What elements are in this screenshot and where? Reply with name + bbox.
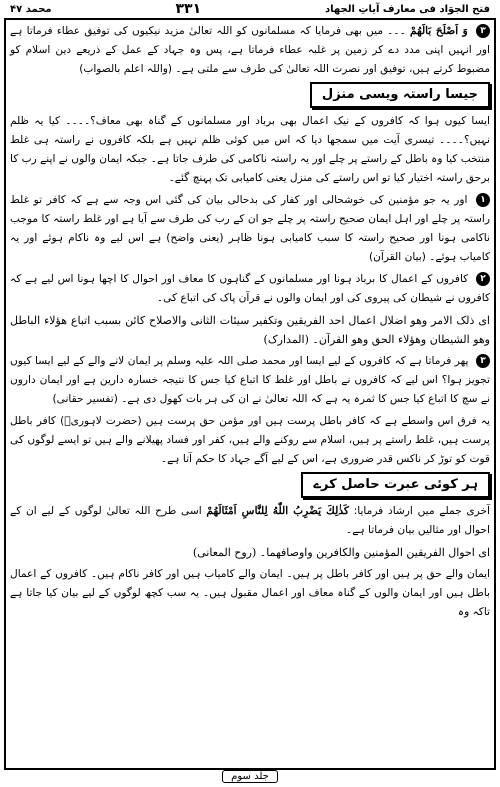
arabic-quote-1: ای ذلک الامر وھو اضلال اعمال احد الفریقین وتکفیر سیئات الثانی والاصلاح کائن بسبب اتباع ھؤلاء الباطل وھو الشیطان وھؤلاء الحق وھو القرآن۔ (المدارک) <box>10 314 490 346</box>
section-heading: ہر کوئی عبرت حاصل کرے <box>301 472 490 498</box>
item-number-badge: ۳ <box>476 24 490 38</box>
numbered-item-2 <box>10 270 490 308</box>
item-text: کافروں کے اعمال کا برباد ہونا اور مسلمانوں کے گناہوں کا معاف اور احوال کا اچھا ہونا اس لیے ہے کہ کافروں نے شیطان کی پیروی کی اور ایمان والوں نے قرآن پاک کی اتباع کی۔ <box>10 273 490 304</box>
intro-paragraph <box>10 22 490 79</box>
paragraph-4: ایمان والے حق پر ہیں اور کافر باطل پر ہیں۔ ایمان والے کامیاب ہیں اور کافر ناکام ہیں۔ کافروں کے اعمال باطل ہیں اور ایمان والوں کے گناہ معاف اور اعمال مقبول ہیں۔ یہ سب کچھ لوگوں کے لیے بیان کیا جاتا ہے تاکہ وہ <box>10 568 490 618</box>
paragraph-2: یہ فرق اس واسطے ہے کہ کافر باطل پرست ہیں اور مؤمن حق پرست ہیں (حضرت لاہوریؒ) کافر باطل پرست ہیں، غلط راستے پر ہیں، اسلام سے روکنے والے ہیں، کفر اور فساد پھیلانے والے ہیں تو ایسے لوگوں کی قوت کو توڑ کر ناکس قدر ضروری ہے، اس کے لیے آگے جہاد کا حکم آتا ہے۔ <box>10 415 490 465</box>
item-text: اور یہ جو مؤمنین کی خوشحالی اور کفار کی بدحالی بیان کی گئی اس وجہ سے ہے کہ کافر تو غلط راستہ پر چلے اور اہل ایمان صحیح راستہ پر چلے جو ان کے رب کی طرف سے آیا ہے اور غلط راستہ کا موجب ناکامی ہونا اور صحیح راستہ کا سبب کامیابی ہونا ظاہر (یعنی واضح) ہے اس لیے وہ ناکام ہوئے اور یہ کامیاب ہوئے۔ (بیان القرآن) <box>10 194 490 263</box>
intro-text: ۔۔۔ میں بھی فرمایا کہ مسلمانوں کو اللہ تعالیٰ مزید نیکیوں کی توفیق عطاء فرماتا ہے اور انہیں اپنی مدد دے کر زمین پر غلبہ عطاء فرماتا ہے، پس وہ جہاد کے عمل کے ذریعے دین اسلام کو مضبوط کرتے ہیں، توفیق اور نصرت اللہ تعالیٰ کی طرف سے ملتی ہے۔ (واللہ اعلم بالصواب) <box>10 25 490 75</box>
item-number-badge: ۱ <box>476 193 490 207</box>
heading-box-2 <box>10 472 490 498</box>
paragraph-3 <box>10 502 490 540</box>
page-number: ۳۳۱ <box>175 1 202 17</box>
item-number-badge: ۲ <box>476 272 490 286</box>
numbered-item-1 <box>10 191 490 267</box>
paragraph-text: اسی طرح اللہ تعالیٰ لوگوں کے لیے ان کے احوال اور مثالیں بیان فرماتا ہے۔ <box>10 505 490 536</box>
lead-text: آخری جملے میں ارشاد فرمایا: <box>353 505 490 517</box>
paragraph-1: ایسا کیوں ہوا کہ کافروں کے نیک اعمال بھی برباد اور مسلمانوں کے گناہ بھی معاف؟۔۔۔۔ کیا یہ ظلم نہیں؟۔۔۔۔ تیسری آیت میں سمجھا دیا کہ اس میں کوئی ظلم نہیں ہے بلکہ کافروں نے راستہ ہی غلط منتخب کیا وہ باطل کے راستے پر چلے اور یہ راستہ ناکامی کی طرف جاتا ہے۔ جبکہ ایمان والوں نے اپنے رب کا برحق راستہ اختیار کیا تو اس راستے کی منزل یعنی کامیابی تک پہنچ گئے۔ <box>10 115 490 184</box>
surah-name: محمد ۴۷ <box>10 3 52 15</box>
quran-verse: كَذٰلِكَ يَضْرِبُ اللّٰهُ لِلنَّاسِ اَمْثَالَهُمْ <box>206 505 349 517</box>
item-text: پھر فرماتا ہے کہ کافروں کے لیے ایسا اور محمد صلی اللہ علیہ وسلم پر ایمان لانے والے کے لیے ایسا کیوں تجویز ہوا؟ اس لیے کہ کافروں نے باطل اور غلط کا اتباع کیا جس کا نتیجہ خسارہ دارین ہے اور ایمان داروں نے سچ کا اتباع کیا جس کا ثمرہ یہ ہے کہ اللہ تعالیٰ نے ان کی ہر بات کھول دی ہے۔ (تفسیر حقانی) <box>10 355 490 405</box>
quran-verse: وَ اَصْلَحَ بَالَهُمْ <box>410 25 468 37</box>
arabic-quote-2: ای احوال الفریقین المؤمنین والکافرین واوصافھما۔ (روح المعانی) <box>192 546 490 559</box>
numbered-item-3 <box>10 352 490 409</box>
section-heading: جیسا راستہ ویسی منزل <box>310 82 490 108</box>
book-title: فتح الجوَاد فی معارف آیاتِ الجهاد <box>325 3 490 15</box>
item-number-badge: ۳ <box>476 354 490 368</box>
page-header <box>4 0 496 18</box>
page-footer <box>0 771 500 787</box>
heading-box-1 <box>10 82 490 108</box>
volume-label: جلد سوم <box>222 770 278 783</box>
page-content <box>10 22 490 625</box>
